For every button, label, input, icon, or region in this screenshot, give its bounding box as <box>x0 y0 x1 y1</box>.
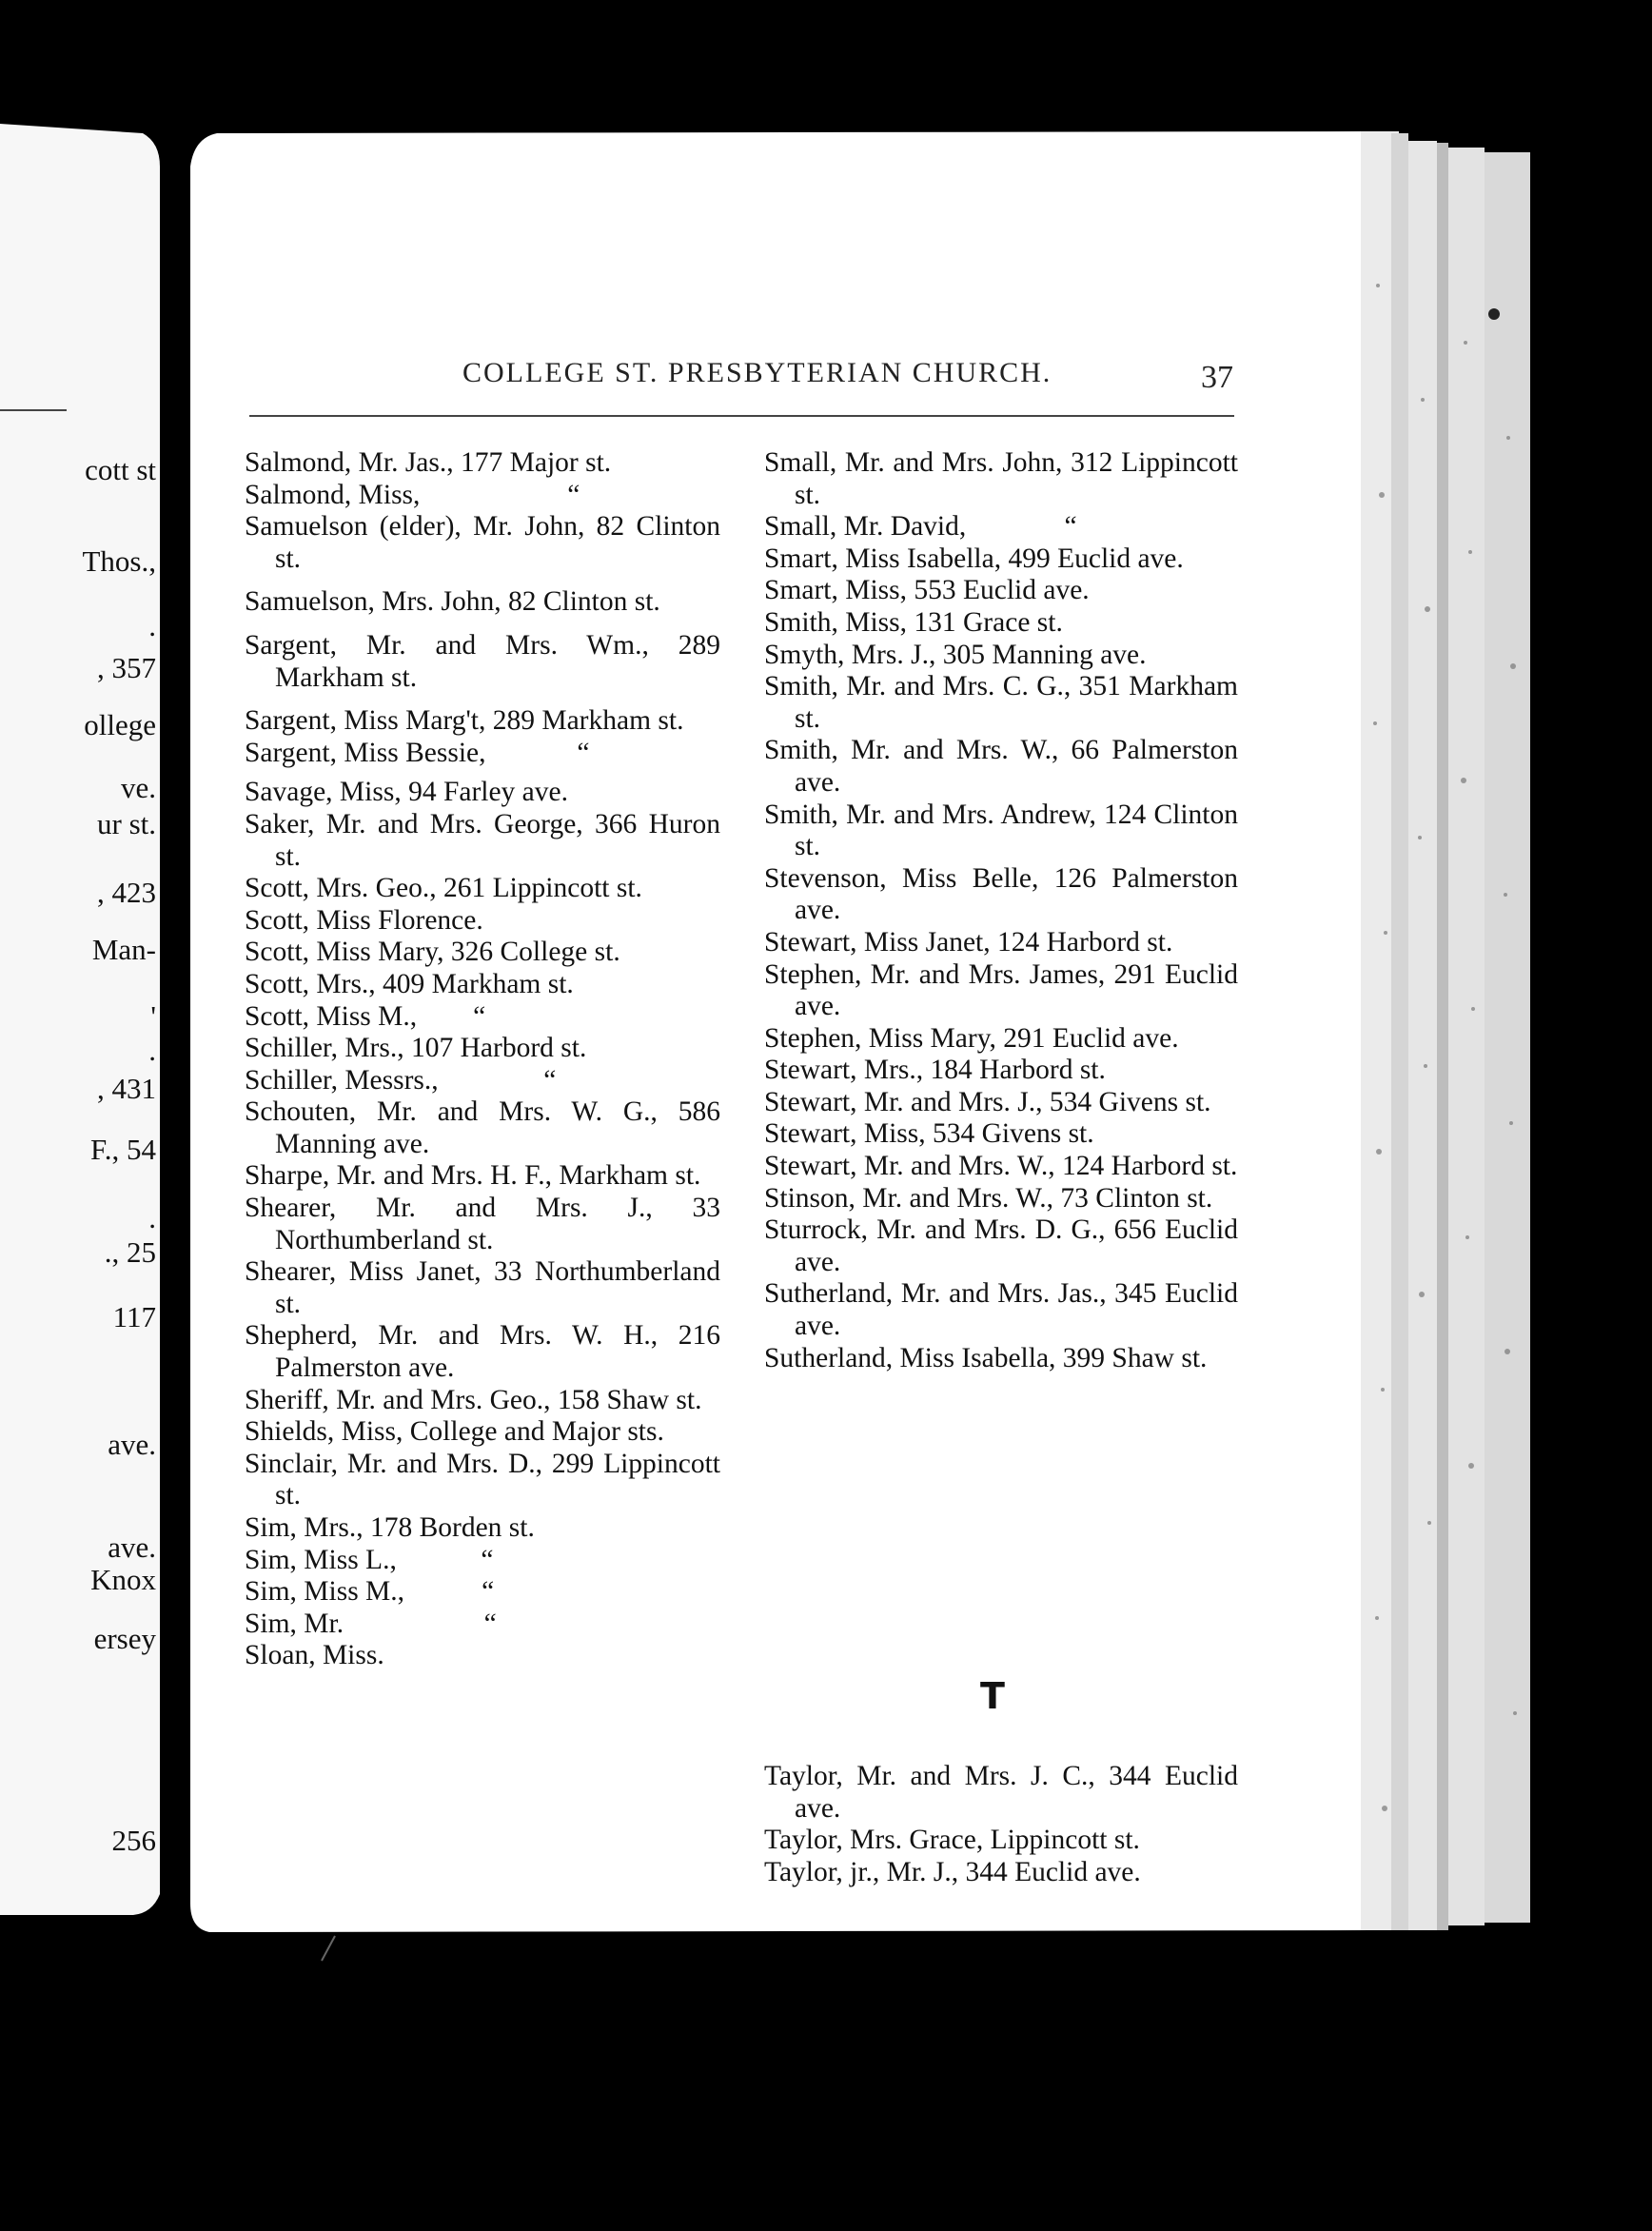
facing-page-fragment: Knox <box>90 1563 156 1596</box>
directory-entry: Smith, Miss, 131 Grace st. <box>764 606 1063 638</box>
facing-page-fragment: . <box>148 609 156 642</box>
directory-entry: Shepherd, Mr. and Mrs. W. H., 216 Palmerston ave. <box>245 1320 720 1384</box>
facing-page-fragment: ., 25 <box>104 1235 156 1269</box>
page-number: 37 <box>1201 360 1233 395</box>
directory-entry: Sutherland, Mr. and Mrs. Jas., 345 Euclid ave. <box>764 1278 1238 1342</box>
directory-entry: Stewart, Mr. and Mrs. J., 534 Givens st. <box>764 1086 1211 1117</box>
directory-entry: Samuelson, Mrs. John, 82 Clinton st. <box>245 586 660 618</box>
facing-page-fragment: ersey <box>93 1622 156 1655</box>
directory-entry: Schiller, Messrs., “ <box>245 1064 557 1096</box>
directory-entry: Stevenson, Miss Belle, 126 Palmerston ave. <box>764 862 1238 926</box>
directory-entry: Stephen, Miss Mary, 291 Euclid ave. <box>764 1022 1179 1054</box>
directory-entry: Scott, Miss Florence. <box>245 904 483 936</box>
facing-page-fragment: 117 <box>112 1300 156 1333</box>
facing-page-fragment: ave. <box>108 1428 156 1461</box>
directory-entry: Shearer, Mr. and Mrs. J., 33 Northumberland st. <box>245 1193 720 1255</box>
directory-entry: Salmond, Miss, “ <box>245 479 580 510</box>
directory-entry: Salmond, Mr. Jas., 177 Major st. <box>245 447 612 478</box>
directory-entry: Scott, Mrs., 409 Markham st. <box>245 968 574 999</box>
directory-entry: Shearer, Miss Janet, 33 Northumberland st. <box>245 1256 720 1319</box>
directory-entry: Stephen, Mr. and Mrs. James, 291 Euclid ave. <box>764 958 1238 1022</box>
facing-page-fragment: Thos., <box>82 544 156 578</box>
directory-entry: Sinclair, Mr. and Mrs. D., 299 Lippincott st. <box>245 1448 720 1511</box>
facing-page-fragment: 256 <box>111 1824 156 1857</box>
directory-entry: Stewart, Miss Janet, 124 Harbord st. <box>764 926 1173 958</box>
directory-entry: Small, Mr. and Mrs. John, 312 Lippincott st. <box>764 447 1238 510</box>
directory-entry: Taylor, Mrs. Grace, Lippincott st. <box>764 1825 1140 1856</box>
directory-column-right-continued <box>764 1761 1238 1888</box>
facing-page-fragment: F., 54 <box>89 1133 156 1166</box>
directory-entry: Sargent, Miss Marg't, 289 Markham st. <box>245 705 684 737</box>
facing-page-fragment: ve. <box>120 771 156 804</box>
directory-entry: Schouten, Mr. and Mrs. W. G., 586 Manning ave. <box>245 1096 720 1159</box>
facing-page-fragment: . <box>148 1034 156 1067</box>
directory-entry: Sargent, Mr. and Mrs. Wm., 289 Markham st. <box>245 629 720 693</box>
directory-entry: Taylor, Mr. and Mrs. J. C., 344 Euclid ave. <box>764 1761 1238 1824</box>
facing-page-fragment: Man- <box>91 933 156 966</box>
directory-entry: Stewart, Mrs., 184 Harbord st. <box>764 1055 1106 1086</box>
directory-entry: Sargent, Miss Bessie, “ <box>245 737 590 768</box>
directory-entry: Stewart, Miss, 534 Givens st. <box>764 1118 1094 1150</box>
facing-page-fragment: ur st. <box>97 807 156 840</box>
directory-entry: Sheriff, Mr. and Mrs. Geo., 158 Shaw st. <box>245 1384 702 1415</box>
directory-entry: Sim, Mr. “ <box>245 1608 497 1639</box>
facing-page-fragment: . <box>148 1201 156 1234</box>
facing-page-fragment: , 423 <box>97 876 156 909</box>
directory-entry: Shields, Miss, College and Major sts. <box>245 1416 664 1448</box>
facing-page-fragments <box>0 0 160 2231</box>
directory-entry: Smith, Mr. and Mrs. C. G., 351 Markham st. <box>764 671 1238 734</box>
directory-entry: Smith, Mr. and Mrs. W., 66 Palmerston ave. <box>764 735 1238 798</box>
directory-entry: Sturrock, Mr. and Mrs. D. G., 656 Euclid ave. <box>764 1214 1238 1277</box>
directory-entry: Smyth, Mrs. J., 305 Manning ave. <box>764 639 1147 670</box>
directory-entry: Small, Mr. David, “ <box>764 511 1077 543</box>
running-header-title: COLLEGE ST. PRESBYTERIAN CHURCH. <box>462 357 1052 388</box>
directory-entry: Sim, Mrs., 178 Borden st. <box>245 1512 535 1543</box>
directory-entry: Stinson, Mr. and Mrs. W., 73 Clinton st. <box>764 1182 1213 1214</box>
directory-entry: Samuelson (elder), Mr. John, 82 Clinton st. <box>245 511 720 574</box>
directory-entry: Saker, Mr. and Mrs. George, 366 Huron st. <box>245 808 720 872</box>
facing-page-fragment: , 357 <box>97 651 156 684</box>
directory-entry: Sloan, Miss. <box>245 1640 384 1671</box>
directory-column-left <box>245 447 720 1672</box>
directory-entry: Smith, Mr. and Mrs. Andrew, 124 Clinton st. <box>764 799 1238 862</box>
directory-entry: Sutherland, Miss Isabella, 399 Shaw st. <box>764 1342 1208 1373</box>
directory-entry: Sim, Miss M., “ <box>245 1576 495 1608</box>
directory-column-right <box>764 447 1238 1374</box>
facing-page-fragment: cott st <box>85 453 156 486</box>
directory-entry: Stewart, Mr. and Mrs. W., 124 Harbord st. <box>764 1151 1238 1182</box>
directory-entry: Smart, Miss, 553 Euclid ave. <box>764 575 1090 606</box>
directory-entry: Scott, Miss Mary, 326 College st. <box>245 937 620 968</box>
directory-entry: Sharpe, Mr. and Mrs. H. F., Markham st. <box>245 1160 701 1192</box>
facing-page-fragment: ' <box>150 999 156 1033</box>
directory-entry: Schiller, Mrs., 107 Harbord st. <box>245 1033 587 1064</box>
directory-entry: Sim, Miss L., “ <box>245 1544 494 1575</box>
section-letter-heading: T <box>980 1675 1005 1717</box>
directory-entry: Scott, Miss M., “ <box>245 1000 486 1032</box>
directory-entry: Savage, Miss, 94 Farley ave. <box>245 777 568 808</box>
directory-entry: Taylor, jr., Mr. J., 344 Euclid ave. <box>764 1856 1141 1887</box>
directory-entry: Smart, Miss Isabella, 499 Euclid ave. <box>764 543 1184 574</box>
directory-entry: Scott, Mrs. Geo., 261 Lippincott st. <box>245 873 642 904</box>
facing-page-fragment: ollege <box>84 708 156 741</box>
facing-page-fragment: ave. <box>108 1530 156 1564</box>
facing-page-fragment: , 431 <box>97 1072 156 1105</box>
